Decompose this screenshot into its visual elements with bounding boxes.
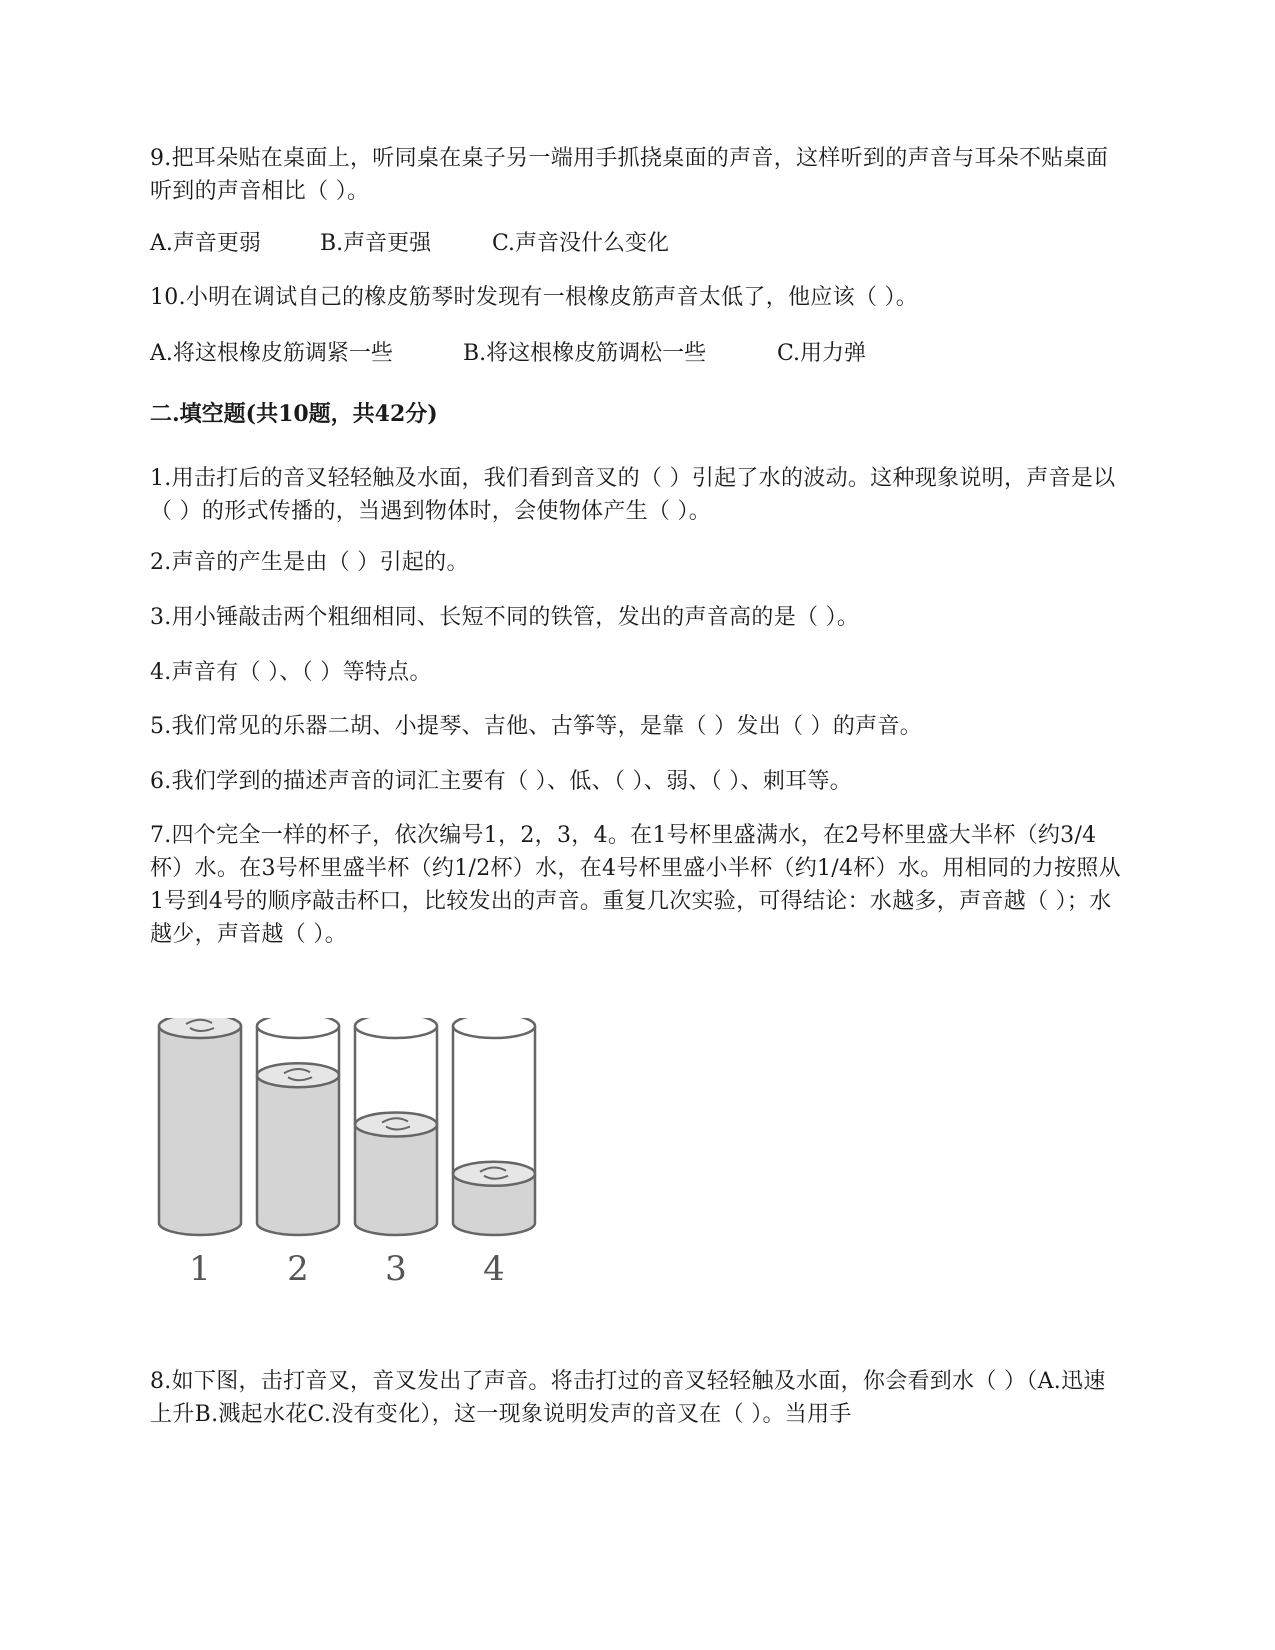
fill-question-8: 8.如下图，击打音叉，音叉发出了声音。将击打过的音叉轻轻触及水面，你会看到水（ ）（A.迅速上升B.溅起水花C.没有变化），这一现象说明发声的音叉在（ ）。当用手	[150, 1369, 1106, 1427]
question-9: 9.把耳朵贴在桌面上，听同桌在桌子另一端用手抓挠桌面的声音，这样听到的声音与耳朵不贴桌面听到的声音相比（ ）。	[150, 146, 1109, 204]
cup-1-water	[159, 1026, 241, 1235]
fill-question-1: 1.用击打后的音叉轻轻触及水面，我们看到音叉的（ ）引起了水的波动。这种现象说明，声音是以（ ）的形式传播的，当遇到物体时，会使物体产生（ ）。	[150, 466, 1116, 524]
section-title-fill-in: 二.填空题(共10题，共42分)	[150, 401, 438, 427]
cup-4-rim	[453, 1018, 535, 1038]
cup-1	[159, 1018, 241, 1289]
q9-option-b: B.声音更强	[320, 231, 432, 256]
cup-2-label: 2	[287, 1249, 309, 1289]
cup-3-rim	[355, 1018, 437, 1038]
fill-question-4: 4.声音有（ ）、（ ）等特点。	[150, 660, 432, 685]
question-9-options	[150, 227, 669, 260]
cup-3-label: 3	[385, 1249, 407, 1289]
cup-2-rim	[257, 1018, 339, 1038]
fill-question-2: 2.声音的产生是由（ ）引起的。	[150, 550, 469, 575]
fill-question-3: 3.用小锤敲击两个粗细相同、长短不同的铁管，发出的声音高的是（ ）。	[150, 605, 860, 630]
question-10: 10.小明在调试自己的橡皮筋琴时发现有一根橡皮筋声音太低了，他应该（ ）。	[150, 285, 919, 310]
q9-option-c: C.声音没什么变化	[492, 231, 670, 256]
cup-1-water-surface	[159, 1018, 241, 1038]
cup-3-water-surface	[355, 1113, 437, 1137]
four-cups-figure	[155, 1018, 575, 1298]
q10-option-b: B.将这根橡皮筋调松一些	[463, 341, 707, 366]
cup-2-water-surface	[257, 1063, 339, 1087]
cup-2	[257, 1018, 339, 1289]
question-10-options	[150, 337, 866, 370]
cups-illustration	[155, 1018, 575, 1298]
cup-3	[355, 1018, 437, 1289]
cup-4-label: 4	[483, 1249, 505, 1289]
q9-option-a: A.声音更弱	[150, 231, 261, 256]
fill-question-6: 6.我们学到的描述声音的词汇主要有（ ）、低、（ ）、弱、（ ）、刺耳等。	[150, 769, 853, 794]
cup-1-label: 1	[189, 1249, 211, 1289]
cup-2-water	[257, 1075, 339, 1235]
fill-question-5: 5.我们常见的乐器二胡、小提琴、吉他、古筝等，是靠（ ）发出（ ）的声音。	[150, 714, 923, 739]
q10-option-a: A.将这根橡皮筋调紧一些	[150, 341, 393, 366]
q10-option-c: C.用力弹	[777, 341, 867, 366]
cup-4	[453, 1018, 535, 1289]
fill-question-7: 7.四个完全一样的杯子，依次编号1，2，3，4。在1号杯里盛满水，在2号杯里盛大半杯（约3/4杯）水。在3号杯里盛半杯（约1/2杯）水，在4号杯里盛小半杯（约1/4杯）水。用相同的力按照从1号到4号的顺序敲击杯口，比较发出的声音。重复几次实验，可得结论：水越多，声音越（ ）；水越少，声音越（ ）。	[150, 823, 1121, 947]
cup-3-water	[355, 1125, 437, 1236]
cup-4-water-surface	[453, 1162, 535, 1186]
